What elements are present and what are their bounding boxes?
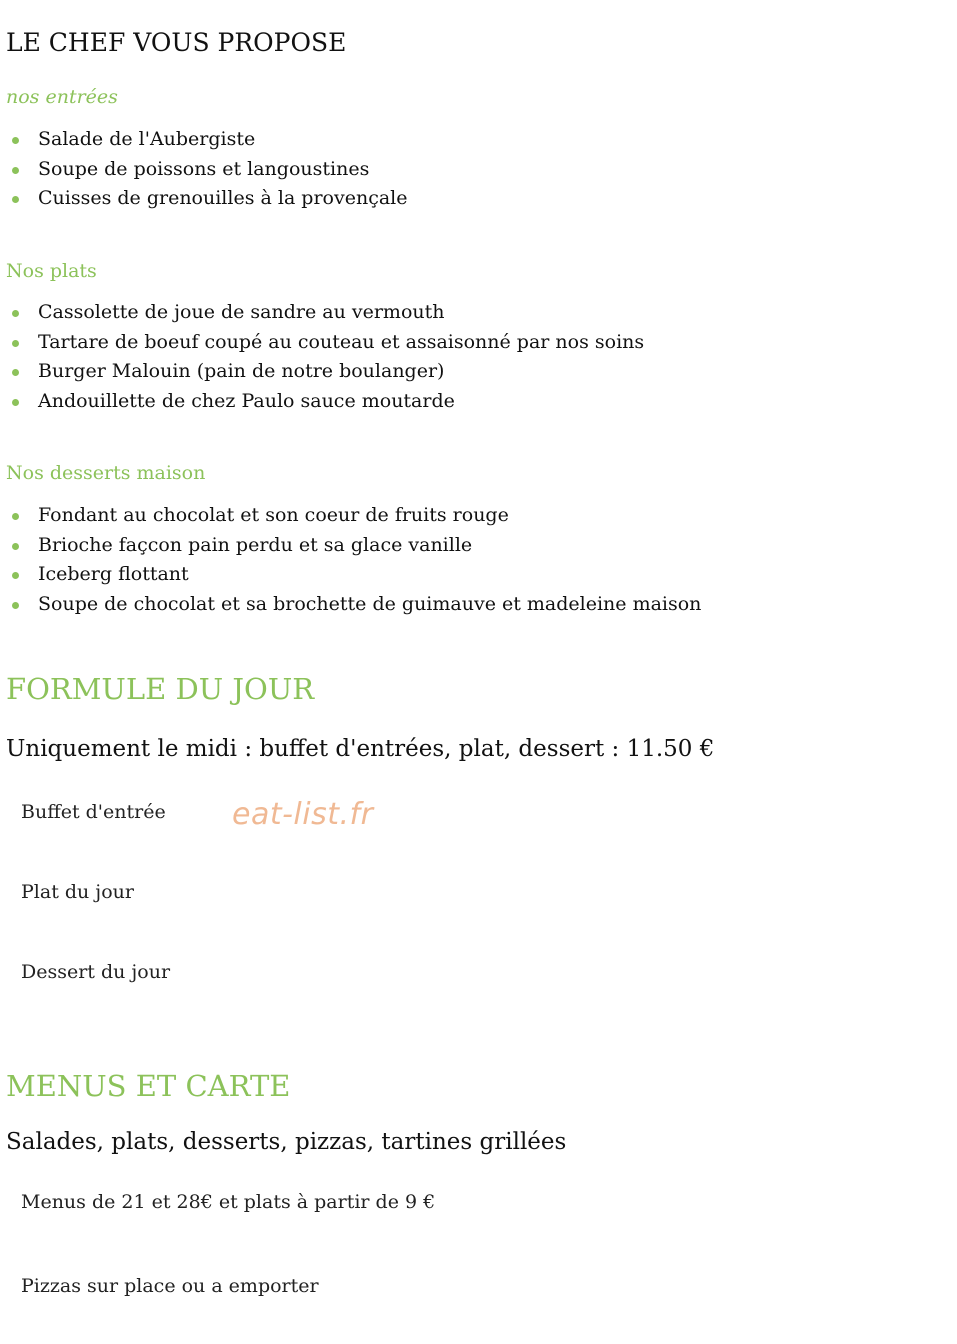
- menus-subtitle: Salades, plats, desserts, pizzas, tartines grillées: [6, 1129, 567, 1155]
- bullet-icon: [12, 543, 19, 550]
- list-item: Soupe de poissons et langoustines: [0, 155, 408, 185]
- list-item: Brioche façcon pain perdu et sa glace vanille: [0, 531, 701, 561]
- bullet-icon: [12, 399, 19, 406]
- list-item: Iceberg flottant: [0, 560, 701, 590]
- section-title-entrees: nos entrées: [6, 86, 118, 108]
- section-title-plats: Nos plats: [6, 260, 97, 282]
- menus-item: Pizzas sur place ou a emporter: [21, 1275, 319, 1297]
- bullet-icon: [12, 572, 19, 579]
- menus-item: Menus de 21 et 28€ et plats à partir de 9 €: [21, 1191, 436, 1213]
- bullet-icon: [12, 340, 19, 347]
- bullet-icon: [12, 310, 19, 317]
- formule-item: Dessert du jour: [21, 961, 171, 983]
- page-title: LE CHEF VOUS PROPOSE: [6, 28, 347, 57]
- plats-list: [0, 298, 644, 416]
- bullet-icon: [12, 602, 19, 609]
- section-title-desserts: Nos desserts maison: [6, 462, 206, 484]
- bullet-icon: [12, 196, 19, 203]
- list-item: Soupe de chocolat et sa brochette de guimauve et madeleine maison: [0, 590, 701, 620]
- list-item: Burger Malouin (pain de notre boulanger): [0, 357, 644, 387]
- entrees-list: [0, 125, 408, 214]
- formule-subtitle: Uniquement le midi : buffet d'entrées, plat, dessert : 11.50 €: [6, 736, 715, 762]
- bullet-icon: [12, 513, 19, 520]
- list-item: Cassolette de joue de sandre au vermouth: [0, 298, 644, 328]
- bullet-icon: [12, 369, 19, 376]
- formule-item: Buffet d'entrée: [21, 801, 166, 823]
- list-item: Salade de l'Aubergiste: [0, 125, 408, 155]
- list-item: Fondant au chocolat et son coeur de fruits rouge: [0, 501, 701, 531]
- watermark: eat-list.fr: [232, 797, 374, 832]
- desserts-list: [0, 501, 701, 619]
- list-item: Andouillette de chez Paulo sauce moutarde: [0, 387, 644, 417]
- formule-heading: FORMULE DU JOUR: [6, 672, 315, 706]
- bullet-icon: [12, 167, 19, 174]
- list-item: Tartare de boeuf coupé au couteau et assaisonné par nos soins: [0, 328, 644, 358]
- formule-item: Plat du jour: [21, 881, 134, 903]
- menus-heading: MENUS ET CARTE: [6, 1069, 291, 1103]
- list-item: Cuisses de grenouilles à la provençale: [0, 184, 408, 214]
- bullet-icon: [12, 137, 19, 144]
